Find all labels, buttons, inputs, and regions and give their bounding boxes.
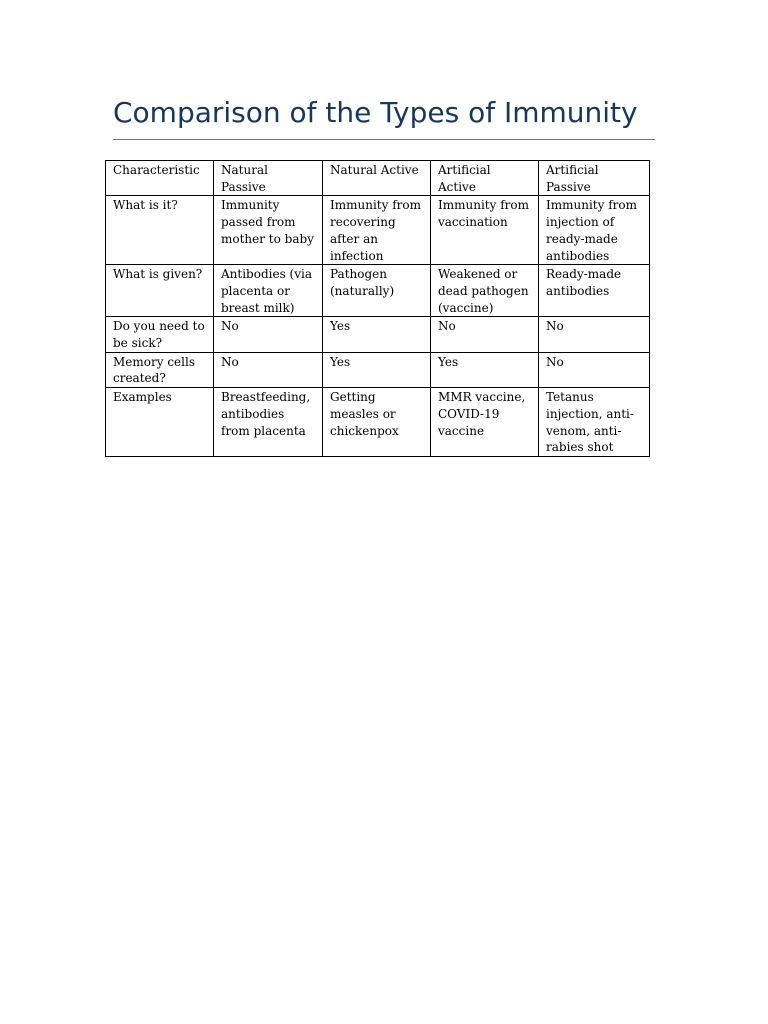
table-cell: MMR vaccine, COVID-19 vaccine: [431, 388, 539, 457]
immunity-comparison-table: [105, 160, 650, 457]
table-row: [106, 352, 650, 387]
page-title: Comparison of the Types of Immunity: [113, 96, 638, 129]
table-cell: Examples: [106, 388, 214, 457]
header-cell: Characteristic: [106, 161, 214, 196]
table-cell: No: [214, 352, 323, 387]
header-cell: Natural Passive: [214, 161, 323, 196]
table-cell: Immunity from vaccination: [431, 196, 539, 265]
table-cell: Immunity passed from mother to baby: [214, 196, 323, 265]
table-cell: Yes: [323, 352, 431, 387]
table-cell: Antibodies (via placenta or breast milk): [214, 265, 323, 317]
table-row: [106, 265, 650, 317]
title-underline: [113, 139, 655, 140]
table-cell: Yes: [431, 352, 539, 387]
table-cell: Pathogen (naturally): [323, 265, 431, 317]
table-cell: What is given?: [106, 265, 214, 317]
table-cell: No: [539, 317, 650, 352]
table-cell: Breastfeeding, antibodies from placenta: [214, 388, 323, 457]
header-cell: Artificial Passive: [539, 161, 650, 196]
table-cell: Immunity from recovering after an infection: [323, 196, 431, 265]
table-cell: Do you need to be sick?: [106, 317, 214, 352]
table-cell: Memory cells created?: [106, 352, 214, 387]
table-cell: Getting measles or chickenpox: [323, 388, 431, 457]
table-cell: Ready-made antibodies: [539, 265, 650, 317]
table-cell: Tetanus injection, anti-venom, anti-rabies shot: [539, 388, 650, 457]
table-cell: Immunity from injection of ready-made antibodies: [539, 196, 650, 265]
header-cell: Artificial Active: [431, 161, 539, 196]
table-cell: No: [214, 317, 323, 352]
header-cell: Natural Active: [323, 161, 431, 196]
table-row: [106, 388, 650, 457]
table-row: [106, 317, 650, 352]
table-cell: No: [539, 352, 650, 387]
table-cell: No: [431, 317, 539, 352]
table-header-row: [106, 161, 650, 196]
table-row: [106, 196, 650, 265]
table-cell: Yes: [323, 317, 431, 352]
table-cell: What is it?: [106, 196, 214, 265]
table-cell: Weakened or dead pathogen (vaccine): [431, 265, 539, 317]
